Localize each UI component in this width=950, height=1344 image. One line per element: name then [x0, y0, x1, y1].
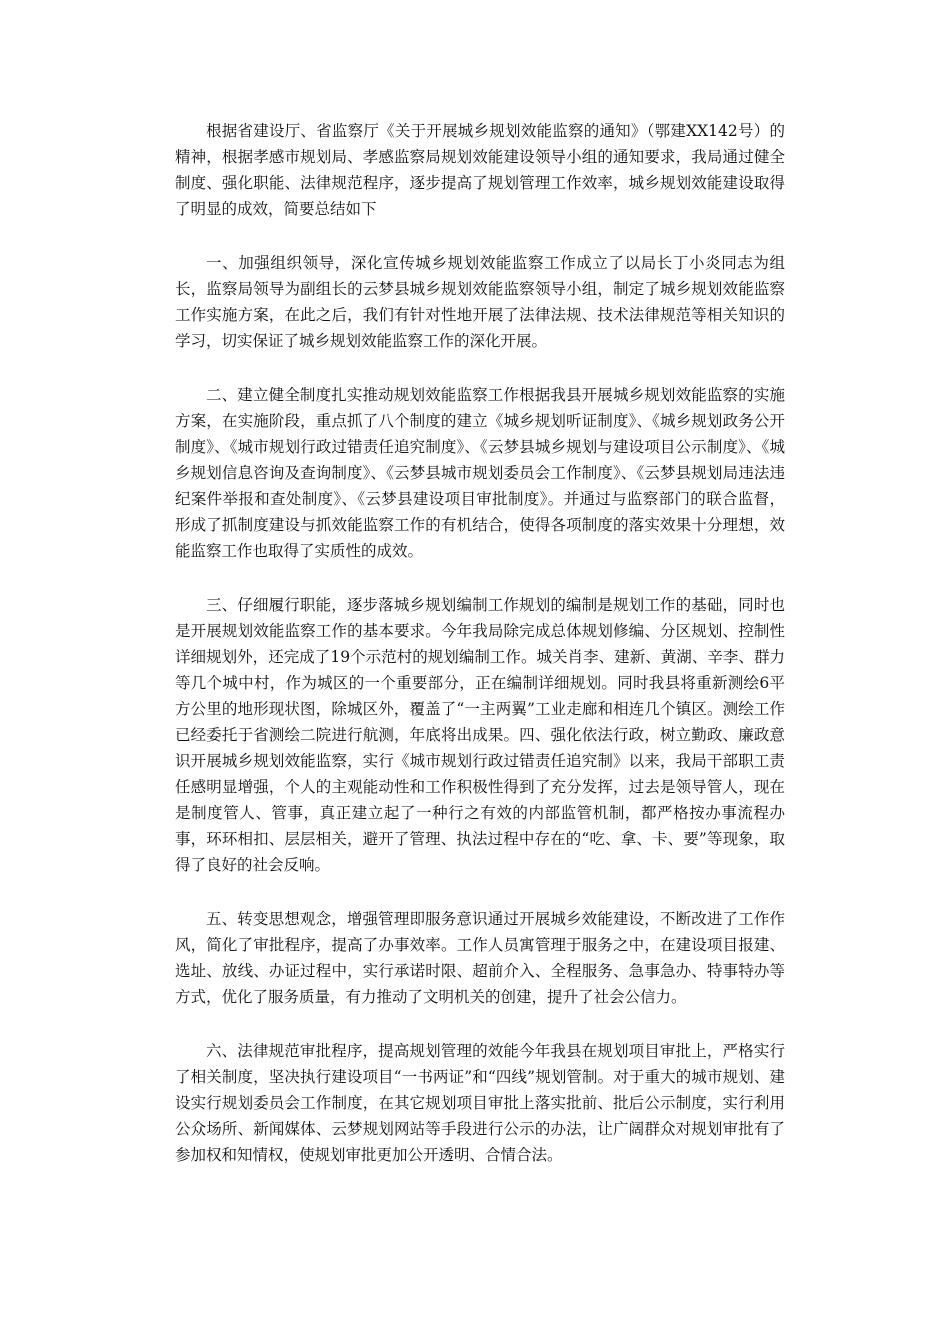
paragraph-section-1: 一、加强组织领导，深化宣传城乡规划效能监察工作成立了以局长丁小炎同志为组长，监察局领导为副组长的云梦县城乡规划效能监察领导小组，制定了城乡规划效能监察工作实施方案，在此之后，我们有针对性地开展了法律法规、技术法律规范等相关知识的学习，切实保证了城乡规划效能监察工作的深化开展。	[175, 254, 785, 350]
paragraph-intro: 根据省建设厅、省监察厅《关于开展城乡规划效能监察的通知》（鄂建XX142号）的精神，根据孝感市规划局、孝感监察局规划效能建设领导小组的通知要求，我局通过健全制度、强化职能、法律规范程序，逐步提高了规划管理工作效率，城乡规划效能建设取得了明显的成效，简要总结如下	[175, 122, 785, 218]
paragraph-section-2: 二、建立健全制度扎实推动规划效能监察工作根据我县开展城乡规划效能监察的实施方案，在实施阶段，重点抓了八个制度的建立《城乡规划听证制度》、《城乡规划政务公开制度》、《城市规划行政过错责任追究制度》、《云梦县城乡规划与建设项目公示制度》、《城乡规划信息咨询及查询制度》、《云梦县城市规划委员会工作制度》、《云梦县规划局违法违纪案件举报和查处制度》、《云梦县建设项目审批制度》。并通过与监察部门的联合监督，形成了抓制度建设与抓效能监察工作的有机结合，使得各项制度的落实效果十分理想，效能监察工作也取得了实质性的成效。	[175, 386, 785, 560]
document-body	[175, 118, 785, 1196]
paragraph-section-5: 五、转变思想观念，增强管理即服务意识通过开展城乡效能建设，不断改进了工作作风，简化了审批程序，提高了办事效率。工作人员寓管理于服务之中，在建设项目报建、选址、放线、办证过程中，实行承诺时限、超前介入、全程服务、急事急办、特事特办等方式，优化了服务质量，有力推动了文明机关的创建，提升了社会公信力。	[175, 910, 785, 1006]
paragraph-section-3-4: 三、仔细履行职能，逐步落城乡规划编制工作规划的编制是规划工作的基础，同时也是开展规划效能监察工作的基本要求。今年我局除完成总体规划修编、分区规划、控制性详细规划外，还完成了19个示范村的规划编制工作。城关肖李、建新、黄湖、辛李、群力等几个城中村，作为城区的一个重要部分，正在编制详细规划。同时我县将重新测绘6平方公里的地形现状图，除城区外，覆盖了“一主两翼”工业走廊和相连几个镇区。测绘工作已经委托于省测绘二院进行航测，年底将出成果。四、强化依法行政，树立勤政、廉政意识开展城乡规划效能监察，实行《城市规划行政过错责任追究制》以来，我局干部职工责任感明显增强，个人的主观能动性和工作积极性得到了充分发挥，过去是领导管人，现在是制度管人、管事，真正建立起了一种行之有效的内部监管机制，都严格按办事流程办事，环环相扣、层层相关，避开了管理、执法过程中存在的“吃、拿、卡、要”等现象，取得了良好的社会反响。	[175, 596, 785, 874]
paragraph-section-6: 六、法律规范审批程序，提高规划管理的效能今年我县在规划项目审批上，严格实行了相关制度，坚决执行建设项目“一书两证”和“四线”规划管制。对于重大的城市规划、建设实行规划委员会工作制度，在其它规划项目审批上落实批前、批后公示制度，实行利用公众场所、新闻媒体、云梦规划网站等手段进行公示的办法，让广阔群众对规划审批有了参加权和知情权，使规划审批更加公开透明、合情合法。	[175, 1042, 785, 1164]
